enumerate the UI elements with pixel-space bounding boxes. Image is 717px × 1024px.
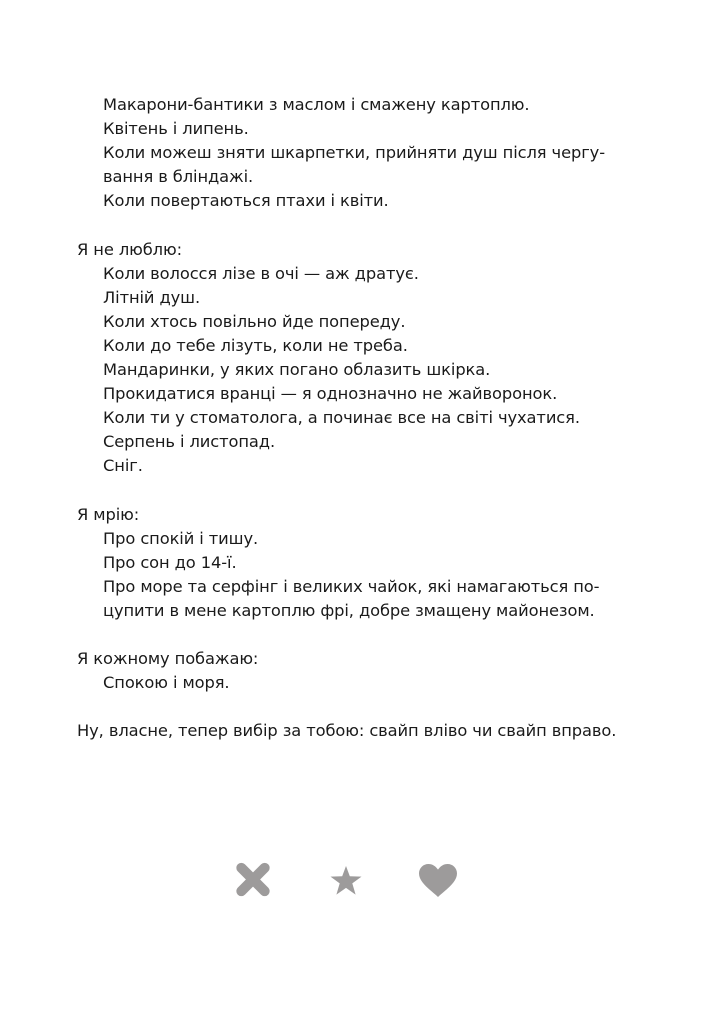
- likes-continued-list: [77, 93, 677, 213]
- list-item: Спокою і моря.: [103, 673, 230, 693]
- list-item: Літній душ.: [103, 287, 201, 307]
- list-item: Коли повертаються птахи і квіти.: [103, 191, 389, 211]
- list-item: Про море та серфінг і великих чайок, які намагаються по-: [103, 576, 600, 596]
- list-item: Серпень і листопад.: [103, 432, 276, 452]
- spacer: [77, 623, 677, 647]
- spacer: [77, 213, 677, 237]
- list-item: Сніг.: [103, 456, 143, 476]
- list-item: Коли до тебе лізуть, коли не треба.: [103, 335, 408, 355]
- section-heading: Я кожному побажаю:: [77, 649, 259, 669]
- section-heading: Я мрію:: [77, 504, 140, 524]
- list-item: Про сон до 14-ї.: [103, 552, 237, 572]
- list-item: Коли ти у стоматолога, а починає все на світі чухатися.: [103, 408, 580, 428]
- list-item: Коли можеш зняти шкарпетки, прийняти душ після чергу-: [103, 143, 605, 163]
- list-item: цупити в мене картоплю фрі, добре змащену майонезом.: [103, 600, 595, 620]
- spacer: [77, 695, 677, 719]
- list-item: Коли волосся лізе в очі — аж дратує.: [103, 263, 419, 283]
- list-item: Про спокій і тишу.: [103, 528, 259, 548]
- list-item: Макарони-бантики з маслом і смажену картоплю.: [103, 95, 530, 114]
- list-item: Квітень і липень.: [103, 119, 249, 139]
- list-item: Мандаринки, у яких погано облазить шкірка.: [103, 360, 491, 380]
- dislikes-section: [77, 238, 677, 479]
- document-page: [77, 93, 677, 744]
- star-icon[interactable]: [330, 866, 362, 895]
- dreams-section: [77, 503, 677, 623]
- spacer: [77, 479, 677, 503]
- cross-icon[interactable]: [234, 861, 272, 898]
- section-heading: Я не люблю:: [77, 239, 182, 259]
- list-item: Коли хтось повільно йде попереду.: [103, 311, 406, 331]
- swipe-actions: [0, 858, 717, 902]
- wishes-section: [77, 647, 677, 695]
- list-item: вання в бліндажі.: [103, 167, 254, 187]
- list-item: Прокидатися вранці — я однозначно не жайворонок.: [103, 384, 558, 404]
- closing-text: Ну, власне, тепер вибір за тобою: свайп вліво чи свайп вправо.: [77, 721, 617, 741]
- heart-icon[interactable]: [419, 864, 457, 897]
